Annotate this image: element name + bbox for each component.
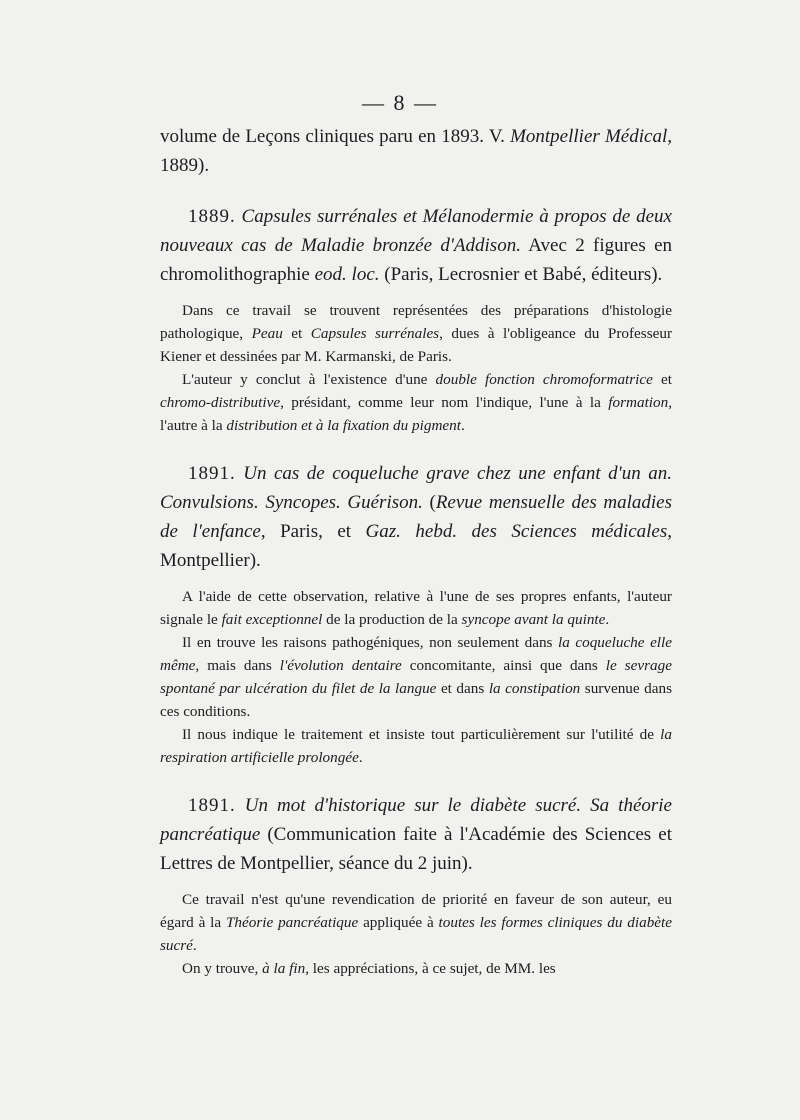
summary-paragraph <box>160 368 672 437</box>
entry-summary <box>160 888 672 980</box>
summary-paragraph <box>160 723 672 769</box>
italic-run: à la fin <box>262 960 306 977</box>
summary-paragraph <box>160 888 672 957</box>
bibliography-entry <box>160 791 672 980</box>
text-run: , l'autre à la <box>160 394 672 434</box>
italic-run: eod. loc. <box>314 264 380 285</box>
text-run: de la production de la <box>322 611 462 628</box>
italic-run: Revue mensuelle des maladies de l'enfance <box>160 492 673 542</box>
text-run: A l'aide de cette observation, relative à l'une de ses propres enfants, l'auteur signale le <box>160 588 672 628</box>
page-number: — 8 — <box>362 90 438 115</box>
italic-run: Un mot d'historique sur le diabète sucré. Sa théorie pancréatique <box>160 795 672 845</box>
italic-run: Gaz. hebd. des Sciences médicales <box>365 521 668 542</box>
text-run: (Paris, Lecrosnier et Babé, éditeurs). <box>379 264 663 285</box>
italic-run: fait exceptionnel <box>221 611 323 628</box>
italic-run: double fonction chromoformatrice <box>435 371 653 388</box>
summary-paragraph <box>160 585 672 631</box>
text-run: Il en trouve les raisons pathogéniques, non seulement dans <box>182 634 558 651</box>
italic-run: Un cas de coqueluche grave chez une enfant d'un an. Convulsions. Syncopes. Guérison. <box>160 463 672 513</box>
text-run: , Paris, et <box>260 521 366 542</box>
text-run: survenue dans ces conditions. <box>160 680 672 720</box>
italic-run: la coqueluche elle même <box>160 634 672 674</box>
italic-run: formation <box>608 394 669 411</box>
text-run: volume de Leçons cliniques paru en 1893. V. <box>160 126 511 147</box>
italic-run: Montpellier Médical <box>510 126 668 147</box>
entry-summary <box>160 299 672 437</box>
text-run: Avec 2 figures en chromolithographie <box>160 235 672 285</box>
text-run: , mais dans <box>195 657 280 674</box>
text-run: Il nous indique le traitement et insiste tout particulièrement sur l'utilité de <box>182 726 661 743</box>
text-run: On y trouve, <box>182 960 263 977</box>
bibliography-entry <box>160 122 672 180</box>
text-run: , Montpellier). <box>160 521 672 571</box>
italic-run: Capsules surrénales <box>310 325 440 342</box>
text-run: et dans <box>436 680 489 697</box>
italic-run: Capsules surrénales et Mélanodermie à propos de deux nouveaux cas de Maladie bronzée d'Addison. <box>160 206 672 256</box>
text-run: , 1889). <box>160 126 672 176</box>
entry-summary <box>160 585 672 769</box>
italic-run: la respiration artificielle prolongée <box>160 726 672 766</box>
italic-run: Peau <box>251 325 283 342</box>
italic-run: chromo-distributive <box>160 394 281 411</box>
text-run: . <box>192 937 197 954</box>
bibliography-entry <box>160 459 672 769</box>
summary-paragraph <box>160 299 672 368</box>
summary-paragraph <box>160 957 672 980</box>
summary-paragraph <box>160 631 672 723</box>
entry-heading <box>160 122 672 180</box>
entry-heading <box>160 202 672 289</box>
entry-heading <box>160 791 672 878</box>
bibliography-entry <box>160 202 672 437</box>
text-run: . <box>358 749 363 766</box>
entry-year: 1891. <box>188 463 236 484</box>
text-run: et <box>282 325 311 342</box>
text-run: Ce travail n'est qu'une revendication de priorité en faveur de son auteur, eu égard à la <box>160 891 672 931</box>
text-run: , présidant, comme leur nom l'indique, l'une à la <box>280 394 609 411</box>
text-run: Dans ce travail se trouvent représentées des préparations d'histologie pathologique, <box>160 302 672 342</box>
text-run: . <box>460 417 465 434</box>
text-run: et <box>652 371 672 388</box>
italic-run: l'évolution dentaire <box>279 657 402 674</box>
text-run: . <box>605 611 610 628</box>
text-run: , dues à l'obligeance du Professeur Kiener et dessinées par M. Karmanski, de Paris. <box>160 325 672 365</box>
text-run: L'auteur y conclut à l'existence d'une <box>182 371 436 388</box>
entry-year: 1889. <box>188 206 236 227</box>
text-run: concomitante, ainsi que dans <box>401 657 606 674</box>
text-run: (Communication faite à l'Académie des Sciences et Lettres de Montpellier, séance du 2 juin). <box>160 824 672 874</box>
text-run: , les appréciations, à ce sujet, de MM. les <box>305 960 556 977</box>
page-content <box>160 122 672 980</box>
entry-heading <box>160 459 672 575</box>
italic-run: le sevrage spontané par ulcération du filet de la langue <box>160 657 672 697</box>
italic-run: la constipation <box>488 680 581 697</box>
italic-run: distribution et à la fixation du pigment <box>226 417 461 434</box>
italic-run: Théorie pancréatique <box>225 914 359 931</box>
text-run: appliquée à <box>358 914 439 931</box>
italic-run: toutes les formes cliniques du diabète sucré <box>160 914 672 954</box>
entry-year: 1891. <box>188 795 236 816</box>
italic-run: syncope avant la quinte <box>461 611 606 628</box>
text-run: ( <box>422 492 436 513</box>
